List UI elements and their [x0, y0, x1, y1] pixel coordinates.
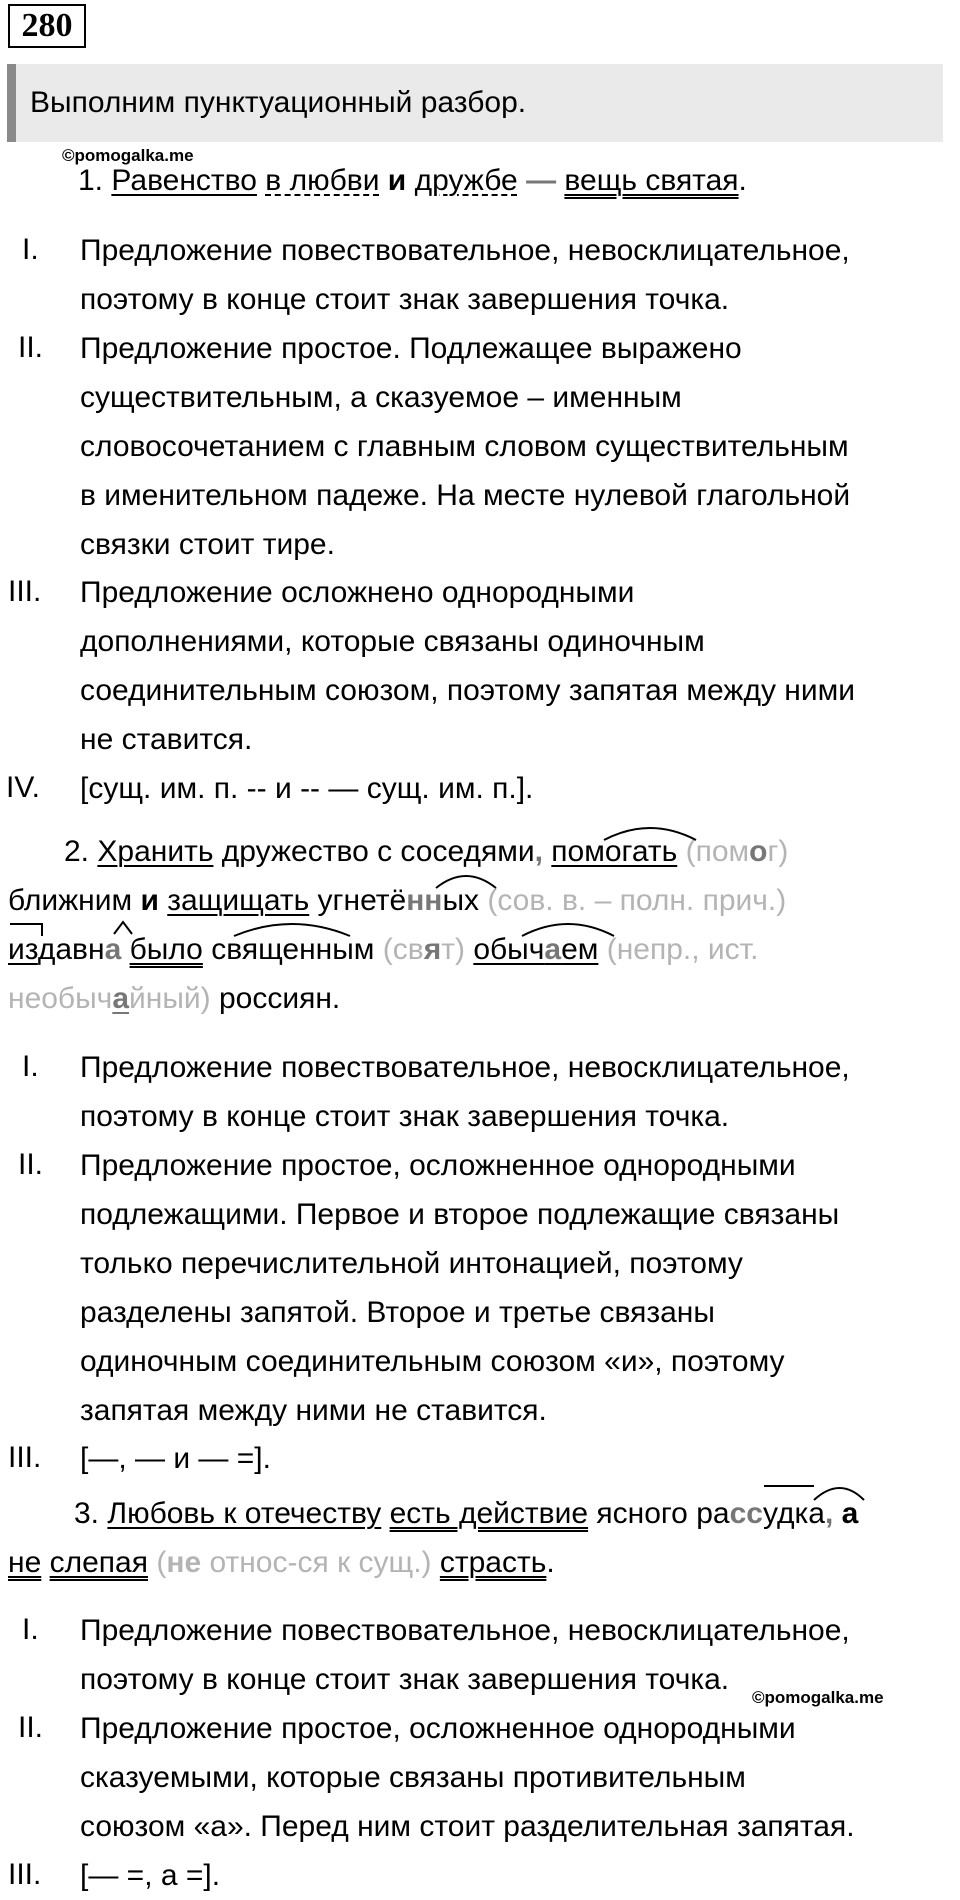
- item-number: III.: [8, 1858, 42, 1891]
- item-number: II.: [18, 331, 44, 364]
- task-number: 280: [8, 4, 86, 48]
- sentence-3-line-2: не слепая (не относ-ся к сущ.) страсть.: [8, 1546, 555, 1579]
- item-text: Предложение простое. Подлежащее выражено существительным, а сказуемое – именным словосочетанием с главным словом существительным в именительном падеже. На месте нулевой глагольной связки стоит тире.: [80, 332, 851, 561]
- predicate-word: вещь святая: [564, 164, 739, 197]
- item-text: Предложение простое, осложненное однородными сказуемыми, которые связаны противительным союзом «а». Перед ним стоит разделительная запятая.: [80, 1712, 855, 1843]
- item-text: Предложение повествовательное, невосклицательное, поэтому в конце стоит знак завершения точка.: [80, 1051, 850, 1133]
- item-number: IV.: [6, 771, 40, 804]
- section-header: Выполним пунктуационный разбор.: [7, 64, 943, 142]
- sentence-2-line-3: издавна было священным (свят) обычаем (непр., ист.: [8, 933, 759, 966]
- item-number: I.: [22, 1050, 39, 1083]
- item-number: I.: [22, 233, 39, 266]
- item-number: I.: [22, 1613, 39, 1646]
- sentence-2-line-4: необычайный) россиян.: [8, 982, 341, 1015]
- item-text: Предложение повествовательное, невосклицательное, поэтому в конце стоит знак завершения точка.: [80, 1614, 850, 1696]
- watermark-bottom: ©pomogalka.me: [752, 1688, 884, 1707]
- subject-word: Равенство: [111, 164, 257, 197]
- sentence-number: 1.: [78, 164, 104, 197]
- item-number: III.: [8, 1441, 42, 1474]
- item-text: [— =, а =].: [80, 1859, 221, 1892]
- sentence-3-line-1: 3. Любовь к отечеству есть действие ясного рассудка, а: [74, 1497, 859, 1530]
- item-text: Предложение повествовательное, невосклицательное, поэтому в конце стоит знак завершения точка.: [80, 234, 850, 316]
- dash-mark: —: [526, 164, 557, 197]
- item-number: II.: [18, 1148, 44, 1181]
- object-word: дружбе: [414, 164, 518, 197]
- item-number: III.: [8, 575, 42, 608]
- item-text: Предложение осложнено однородными дополнениями, которые связаны одиночным соединительным союзом, поэтому запятая между ними не ставится.: [80, 576, 856, 756]
- item-text: Предложение простое, осложненное однородными подлежащими. Первое и второе подлежащие связаны только перечислительной интонацией, поэтому разделены запятой. Второе и третье связаны одиночным соединительным союзом «и», поэтому запятая между ними не ставится.: [80, 1149, 840, 1427]
- watermark-top: ©pomogalka.me: [62, 146, 194, 165]
- item-text: [—, — и — =].: [80, 1442, 271, 1475]
- item-text: [сущ. им. п. -- и -- — сущ. им. п.].: [80, 772, 534, 805]
- period: .: [738, 164, 747, 197]
- conjunction: и: [387, 164, 407, 197]
- sentence-1: [78, 163, 747, 199]
- item-number: II.: [18, 1711, 44, 1744]
- object-word: в любви: [265, 164, 380, 197]
- sentence-2-line-1: 2. Хранить дружество с соседями, помогать (помог): [64, 835, 789, 868]
- sentence-2-line-2: ближним и защищать угнетённых (сов. в. – полн. прич.): [8, 884, 787, 917]
